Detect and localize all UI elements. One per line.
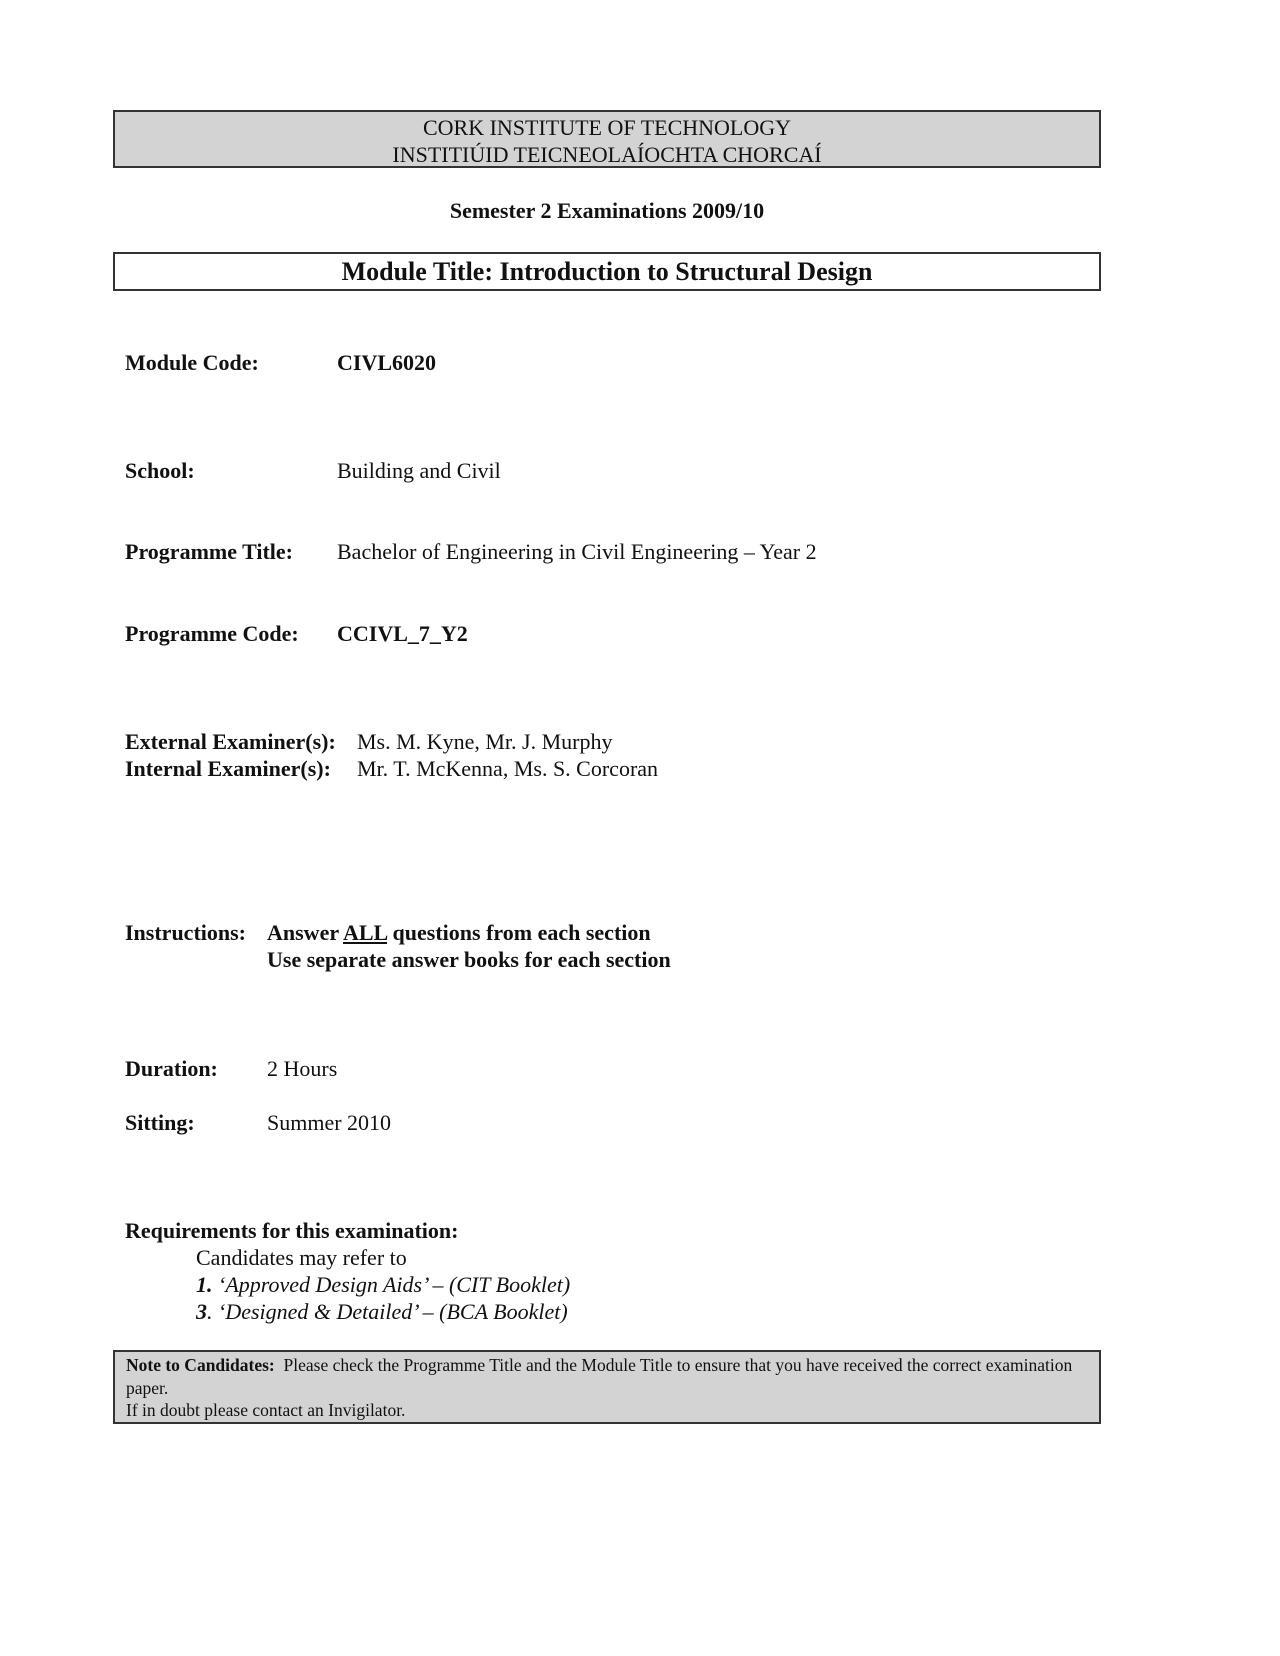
requirement-item-1-text: ‘Approved Design Aids’ – (CIT Booklet)	[212, 1272, 571, 1297]
note-text: Please check the Programme Title and the Module Title to ensure that you have received the correct examination paper.	[126, 1355, 1073, 1398]
requirement-item-2-number: 3	[196, 1299, 207, 1324]
module-title: Module Title: Introduction to Structural Design	[113, 252, 1101, 291]
note-label: Note to Candidates:	[126, 1355, 275, 1375]
external-examiners-value: Ms. M. Kyne, Mr. J. Murphy	[357, 729, 613, 754]
institute-header	[113, 110, 1101, 168]
module-code-value: CIVL6020	[337, 350, 437, 375]
duration-label: Duration:	[125, 1056, 218, 1081]
requirement-item-2-text: . ‘Designed & Detailed’ – (BCA Booklet)	[207, 1299, 568, 1324]
module-code-label: Module Code:	[125, 350, 259, 375]
internal-examiners-value: Mr. T. McKenna, Ms. S. Corcoran	[357, 756, 659, 781]
programme-title-label: Programme Title:	[125, 539, 294, 564]
requirement-item-1	[196, 1272, 570, 1298]
sitting-label: Sitting:	[125, 1110, 195, 1135]
school-label: School:	[125, 458, 195, 483]
school-value: Building and Civil	[337, 458, 501, 483]
requirements-label: Requirements for this examination:	[125, 1218, 459, 1243]
requirements-intro: Candidates may refer to	[196, 1245, 407, 1270]
note-to-candidates	[113, 1350, 1101, 1424]
requirement-item-1-number: 1.	[196, 1272, 213, 1297]
instructions-label: Instructions:	[125, 920, 247, 945]
instructions-line-1-post: questions from each section	[387, 920, 651, 945]
institute-name-irish: INSTITIÚID TEICNEOLAÍOCHTA CHORCAÍ	[392, 142, 822, 167]
programme-title-value: Bachelor of Engineering in Civil Engineering – Year 2	[337, 539, 817, 564]
instructions-line-1	[267, 920, 651, 946]
institute-name-english: CORK INSTITUTE OF TECHNOLOGY	[422, 115, 792, 140]
programme-code-label: Programme Code:	[125, 621, 299, 646]
requirement-item-2	[196, 1299, 568, 1325]
internal-examiners-label: Internal Examiner(s):	[125, 756, 331, 781]
semester-heading: Semester 2 Examinations 2009/10	[449, 198, 765, 223]
duration-value: 2 Hours	[267, 1056, 338, 1081]
external-examiners-label: External Examiner(s):	[125, 729, 336, 754]
instructions-line-1-pre: Answer	[267, 920, 343, 945]
sitting-value: Summer 2010	[267, 1110, 392, 1135]
note-line-2: If in doubt please contact an Invigilator.	[126, 1400, 406, 1420]
instructions-line-2: Use separate answer books for each section	[267, 947, 671, 972]
programme-code-value: CCIVL_7_Y2	[337, 621, 468, 646]
instructions-all-emphasis: ALL	[343, 920, 388, 945]
